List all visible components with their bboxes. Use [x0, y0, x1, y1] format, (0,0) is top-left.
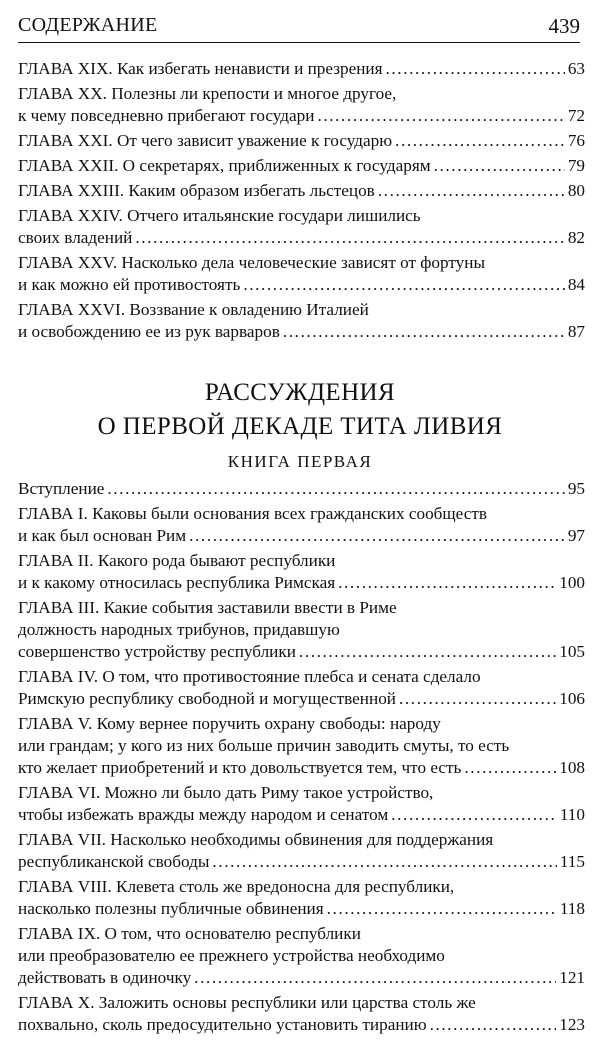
- dot-leader: [338, 572, 556, 594]
- toc-entry-last-line: [18, 478, 585, 500]
- dot-leader: [189, 525, 565, 547]
- toc-entry-title-line: чтобы избежать вражды между народом и сенатом: [18, 805, 389, 824]
- toc-entry-page-number: 97: [567, 526, 585, 545]
- dot-leader: [135, 227, 564, 249]
- toc-entry-last-line: [18, 851, 585, 873]
- toc-entry-page-number: 105: [559, 642, 585, 661]
- toc-entry-last-line: [18, 804, 585, 826]
- toc-entry: [18, 58, 585, 80]
- part-title-line-2: О ПЕРВОЙ ДЕКАДЕ ТИТА ЛИВИЯ: [97, 413, 503, 440]
- toc-entry-title-line: ГЛАВА XXI. От чего зависит уважение к государю: [18, 131, 393, 150]
- toc-entry-last-line: [18, 58, 585, 80]
- toc-entry: [18, 829, 585, 873]
- toc-entry-last-line: [18, 641, 585, 663]
- toc-entry: [18, 180, 585, 202]
- toc-entry-page-number: 106: [559, 689, 585, 708]
- dot-leader: [430, 1014, 557, 1036]
- dot-leader: [194, 967, 556, 989]
- book-title: КНИГА ПЕРВАЯ: [227, 452, 373, 471]
- dot-leader: [464, 757, 556, 779]
- toc-entry: [18, 923, 585, 989]
- toc-entry-page-number: 79: [567, 156, 585, 175]
- toc-entry-title-line: или преобразователю ее прежнего устройства необходимо: [18, 946, 445, 965]
- toc-entry: [18, 299, 585, 343]
- toc-entry: [18, 130, 585, 152]
- toc-entry-title-line: похвально, сколь предосудительно установить тиранию: [18, 1015, 427, 1034]
- toc-entry: [18, 713, 585, 779]
- toc-entry: [18, 155, 585, 177]
- toc-entry-title-line: ГЛАВА IV. О том, что противостояние плебса и сената сделало: [18, 667, 481, 686]
- toc-entry-page-number: 121: [559, 968, 585, 987]
- toc-entry-last-line: [18, 757, 585, 779]
- toc-entry: [18, 252, 585, 296]
- toc-entry-title-line: ГЛАВА IX. О том, что основателю республики: [18, 924, 361, 943]
- toc-entry-title-line: или грандам; у кого из них больше причин заводить смуты, то есть: [18, 736, 510, 755]
- toc-entry-page-number: 82: [567, 228, 585, 247]
- part-title-line-1: РАССУЖДЕНИЯ: [204, 379, 396, 406]
- toc-entry-title-line: ГЛАВА XX. Полезны ли крепости и многое другое,: [18, 84, 397, 103]
- page-header: [18, 10, 580, 43]
- toc-entry-title-line: ГЛАВА VI. Можно ли было дать Риму такое устройство,: [18, 783, 434, 802]
- toc-entry-title-line: ГЛАВА III. Какие события заставили ввести в Риме: [18, 598, 397, 617]
- toc-entry-last-line: [18, 967, 585, 989]
- toc-entry-title-line: и освобождению ее из рук варваров: [18, 322, 280, 341]
- toc-entry-title-line: республиканской свободы: [18, 852, 210, 871]
- toc-entry: [18, 503, 585, 547]
- toc-entry-page-number: 108: [559, 758, 585, 777]
- toc-entry-page-number: 84: [567, 275, 585, 294]
- dot-leader: [391, 804, 557, 826]
- toc-entry-page-number: 76: [567, 131, 585, 150]
- toc-entry-title-line: своих владений: [18, 228, 133, 247]
- toc-entry: [18, 666, 585, 710]
- toc-entry-last-line: [18, 898, 585, 920]
- toc-entry-last-line: [18, 572, 585, 594]
- toc-entry-last-line: [18, 321, 585, 343]
- toc-entry-last-line: [18, 227, 585, 249]
- toc-entry-title-line: ГЛАВА XXVI. Воззвание к овладению Италией: [18, 300, 369, 319]
- toc-entry-title-line: ГЛАВА XXIV. Отчего итальянские государи лишились: [18, 206, 421, 225]
- toc-entry-title-line: кто желает приобретений и кто довольствуется тем, что есть: [18, 758, 462, 777]
- toc-entry: [18, 597, 585, 663]
- toc-entry-last-line: [18, 130, 585, 152]
- dot-leader: [283, 321, 565, 343]
- dot-leader: [327, 898, 557, 920]
- toc-entry-title-line: и к какому относилась республика Римская: [18, 573, 336, 592]
- toc-entry: [18, 478, 585, 500]
- toc-entry: [18, 205, 585, 249]
- toc-entry-title-line: должность народных трибунов, придавшую: [18, 620, 340, 639]
- toc-entry-title-line: и как можно ей противостоять: [18, 275, 241, 294]
- toc-entry-last-line: [18, 105, 585, 127]
- toc-entry-page-number: 118: [559, 899, 585, 918]
- running-head: СОДЕРЖАНИЕ: [18, 14, 158, 36]
- toc-entry-title-line: ГЛАВА XXIII. Каким образом избегать льстецов: [18, 181, 375, 200]
- toc-entry-title-line: ГЛАВА VII. Насколько необходимы обвинения для поддержания: [18, 830, 494, 849]
- toc-entry: [18, 992, 585, 1036]
- toc-entry-title-line: ГЛАВА XIX. Как избегать ненависти и презрения: [18, 59, 383, 78]
- dot-leader: [107, 478, 564, 500]
- dot-leader: [386, 58, 565, 80]
- dot-leader: [243, 274, 565, 296]
- toc-entry-last-line: [18, 688, 585, 710]
- dot-leader: [317, 105, 564, 127]
- toc-entry-title-line: к чему повседневно прибегают государи: [18, 106, 315, 125]
- dot-leader: [399, 688, 556, 710]
- toc-entry: [18, 876, 585, 920]
- toc-entry-page-number: 123: [559, 1015, 585, 1034]
- toc-entry-page-number: 110: [559, 805, 585, 824]
- toc-entry-last-line: [18, 525, 585, 547]
- toc-entry-title-line: совершенство устройству республики: [18, 642, 296, 661]
- dot-leader: [378, 180, 565, 202]
- toc-entry-page-number: 100: [559, 573, 585, 592]
- toc-entry-title-line: Вступление: [18, 479, 105, 498]
- toc-entry-page-number: 63: [567, 59, 585, 78]
- toc-entry-title-line: Римскую республику свободной и могущественной: [18, 689, 396, 708]
- toc-entry-title-line: ГЛАВА X. Заложить основы республики или царства столь же: [18, 993, 476, 1012]
- toc-list-discourses: [18, 478, 585, 1039]
- toc-entry-page-number: 87: [567, 322, 585, 341]
- toc-entry-page-number: 95: [567, 479, 585, 498]
- toc-entry: [18, 782, 585, 826]
- toc-entry-page-number: 72: [567, 106, 585, 125]
- dot-leader: [395, 130, 565, 152]
- toc-list-prince: [18, 58, 585, 346]
- toc-entry-page-number: 80: [567, 181, 585, 200]
- toc-entry-title-line: ГЛАВА XXII. О секретарях, приближенных к государям: [18, 156, 431, 175]
- toc-entry-last-line: [18, 180, 585, 202]
- toc-entry-title-line: ГЛАВА I. Каковы были основания всех гражданских сообществ: [18, 504, 487, 523]
- toc-entry-title-line: и как был основан Рим: [18, 526, 187, 545]
- toc-entry-page-number: 115: [559, 852, 585, 871]
- toc-entry-title-line: насколько полезны публичные обвинения: [18, 899, 324, 918]
- toc-entry-last-line: [18, 155, 585, 177]
- toc-entry: [18, 550, 585, 594]
- dot-leader: [299, 641, 556, 663]
- toc-entry-title-line: ГЛАВА II. Какого рода бывают республики: [18, 551, 336, 570]
- toc-entry-last-line: [18, 1014, 585, 1036]
- page-number: 439: [548, 14, 580, 38]
- toc-entry: [18, 83, 585, 127]
- toc-entry-title-line: ГЛАВА V. Кому вернее поручить охрану свободы: народу: [18, 714, 441, 733]
- dot-leader: [212, 851, 556, 873]
- toc-entry-last-line: [18, 274, 585, 296]
- toc-entry-title-line: действовать в одиночку: [18, 968, 192, 987]
- dot-leader: [434, 155, 565, 177]
- toc-entry-title-line: ГЛАВА VIII. Клевета столь же вредоносна для республики,: [18, 877, 455, 896]
- toc-entry-title-line: ГЛАВА XXV. Насколько дела человеческие зависят от фортуны: [18, 253, 486, 272]
